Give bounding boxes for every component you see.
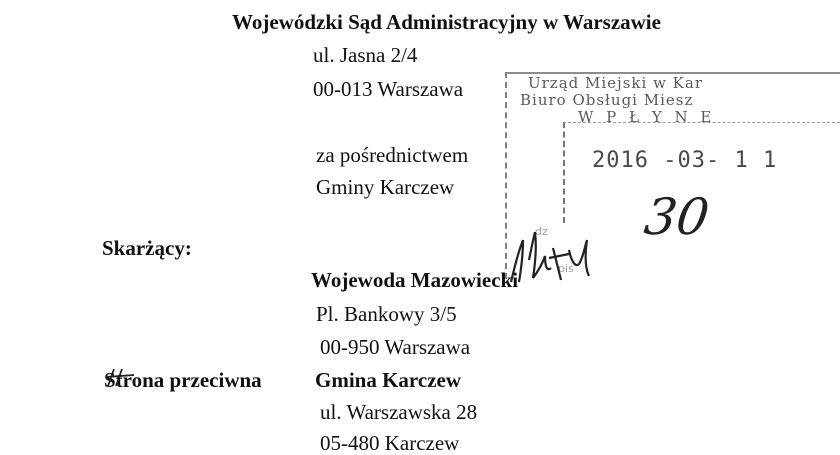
complainant-name: Wojewoda Mazowiecki [311,268,519,292]
complainant-label: Skarżący: [102,236,192,260]
complainant-street: Pl. Bankowy 3/5 [316,302,457,326]
opposing-label: Strona przeciwna [104,368,262,392]
court-street: ul. Jasna 2/4 [313,43,418,67]
handwritten-signature [505,220,615,290]
complainant-city: 00-950 Warszawa [320,335,471,359]
opposing-name: Gmina Karczew [315,368,461,392]
intermediary-label: za pośrednictwem [316,143,469,167]
stamp-bureau-line: Biuro Obsługi Miesz [520,91,694,109]
court-name: Wojewódzki Sąd Administracyjny w Warszawie [232,10,661,34]
stamp-faint-text: dz [535,225,548,238]
stamp-handwritten-number: 30 [640,188,713,246]
opposing-street: ul. Warszawska 28 [320,400,478,424]
opposing-city: 05-480 Karczew [320,431,460,455]
stamp-office-line: Urząd Miejski w Kar [528,74,703,92]
intermediary-name: Gminy Karczew [316,175,455,199]
court-city: 00-013 Warszawa [313,77,464,101]
stamp-faint-text: pis [558,262,574,275]
stamp-date: 2016 -03- 1 1 [592,148,778,173]
pen-mark [104,366,140,390]
stamp-received-line: W P Ł Y N E [578,108,716,126]
